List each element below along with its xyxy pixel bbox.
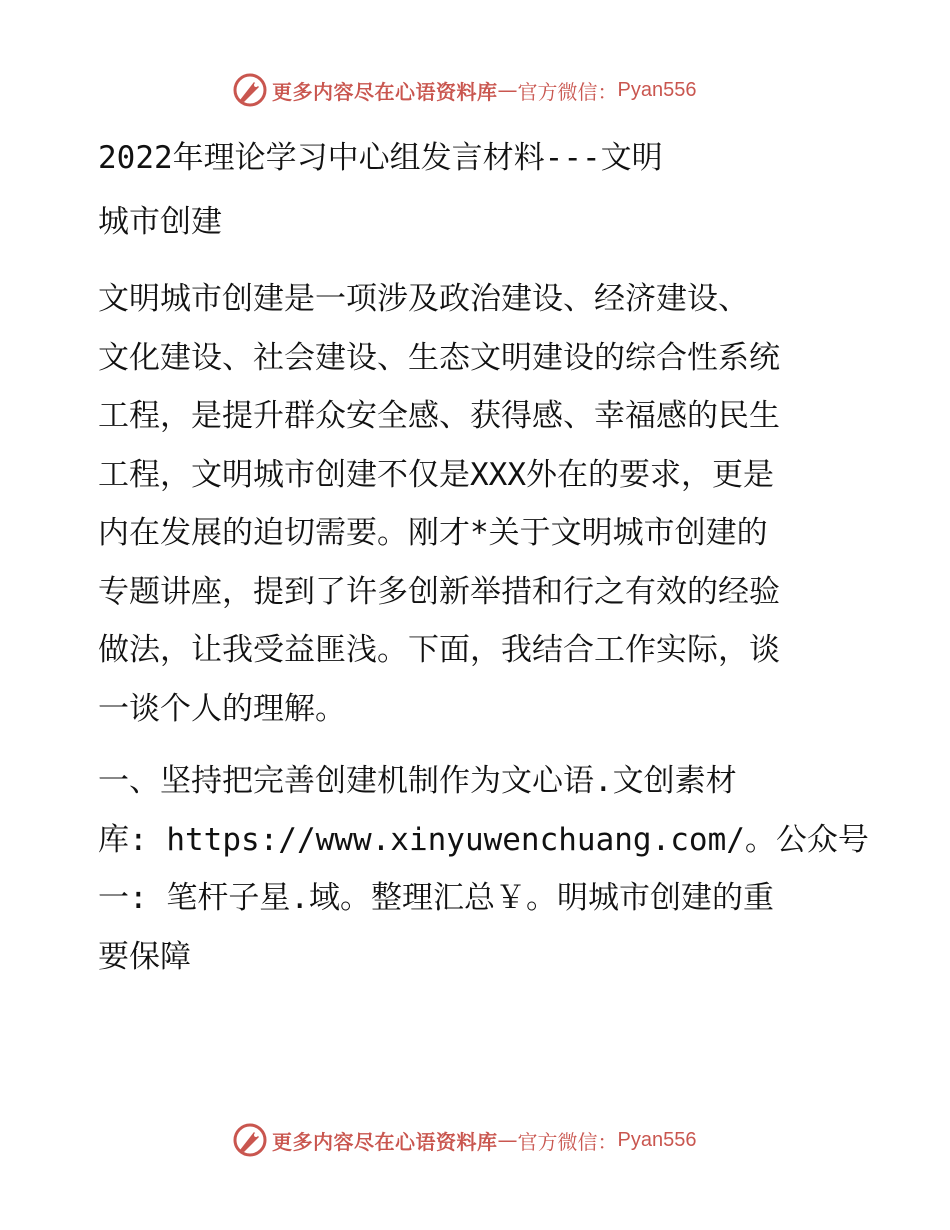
title-line: 城市创建 [98,204,222,240]
document-title [98,126,858,254]
paragraph-line: 文化建设、社会建设、生态文明建设的综合性系统 [98,339,780,376]
paragraph-line: 文明城市创建是一项涉及政治建设、经济建设、 [98,281,749,317]
paragraph-line: 工程，是提升群众安全感、获得感、幸福感的民生 [98,398,780,434]
banner-official-label: 官方微信： [517,79,618,104]
paragraph-line: 内在发展的迫切需要。刚才*关于文明城市创建的 [98,515,768,551]
intro-paragraph [98,270,858,738]
pen-nib-logo-icon [232,72,268,108]
section-one-paragraph [98,752,869,986]
paragraph-line: 一: 笔杆子星.域。整理汇总￥。明城市创建的重 [98,880,774,916]
paragraph-line: 库: https://www.xinyuwenchuang.com/。公众号 [98,821,869,858]
title-line: 2022年理论学习中心组发言材料---文明 [98,140,663,176]
banner-main-text: 更多内容尽在心语资料库 [272,1129,498,1154]
paragraph-line: 一谈个人的理解。 [98,690,346,727]
banner-official-label: 官方微信： [517,1129,618,1154]
paragraph-line: 做法，让我受益匪浅。下面，我结合工作实际，谈 [98,632,780,668]
banner-separator: — [497,1128,518,1152]
banner-main-text: 更多内容尽在心语资料库 [272,79,498,104]
paragraph-line: 工程，文明城市创建不仅是XXX外在的要求，更是 [98,456,774,493]
footer-banner [232,1120,696,1160]
paragraph-line: 专题讲座，提到了许多创新举措和行之有效的经验 [98,573,780,610]
banner-wechat-id: Pyan556 [617,78,697,101]
pen-nib-logo-icon [232,1122,268,1158]
paragraph-line: 一、坚持把完善创建机制作为文心语.文创素材 [98,763,737,799]
paragraph-line: 要保障 [98,938,191,975]
header-banner [232,70,696,110]
banner-separator: — [497,78,518,102]
banner-wechat-id: Pyan556 [617,1128,697,1151]
